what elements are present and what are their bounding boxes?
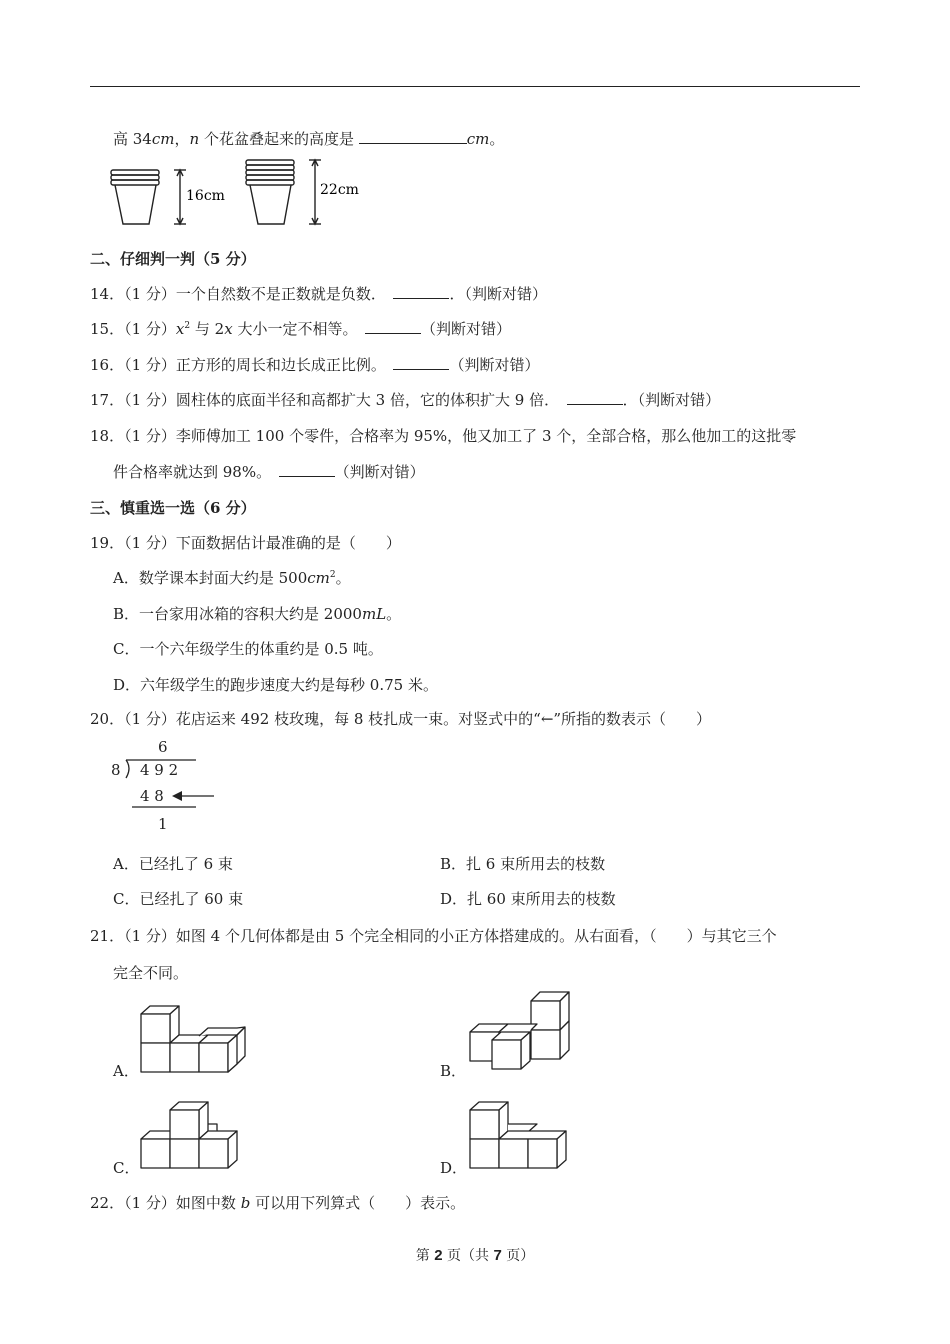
- question-22: 22．（1 分）如图中数 b 可以用下列算式（ ）表示。: [90, 1194, 466, 1212]
- question-21-line2: 完全不同。: [113, 964, 189, 982]
- answer-blank[interactable]: [279, 462, 335, 477]
- answer-blank[interactable]: [359, 129, 467, 144]
- answer-blank[interactable]: [567, 390, 623, 405]
- page-footer: 第 2 页（共 7 页）: [415, 1247, 535, 1264]
- question-18: 18．（1 分）李师傅加工 100 个零件，合格率为 95%，他又加工了 3 个，全部合格，那么他加工的这批零: [90, 427, 797, 445]
- option-d[interactable]: D．六年级学生的跑步速度大约是每秒 0.75 米。: [113, 676, 438, 694]
- option-b[interactable]: B．: [440, 1062, 467, 1080]
- answer-blank[interactable]: [393, 284, 449, 299]
- product: 4 8: [140, 787, 164, 805]
- option-d[interactable]: D．扎 60 束所用去的枝数: [440, 890, 616, 908]
- flower-pots-figure: [108, 158, 368, 230]
- option-b[interactable]: B．一台家用冰箱的容积大约是 2000mL。: [113, 605, 402, 623]
- option-b[interactable]: B．扎 6 束所用去的枝数: [440, 855, 606, 873]
- pot-rim: [111, 180, 159, 185]
- section-title: 二、仔细判一判（5 分）: [90, 250, 256, 268]
- cube-figure-b: [465, 990, 585, 1075]
- dividend: 4 9 2: [140, 761, 179, 779]
- pot-rim: [111, 170, 159, 175]
- question-19: 19．（1 分）下面数据估计最准确的是（ ）: [90, 534, 401, 552]
- option-a[interactable]: A．数学课本封面大约是 $500cm^2$。: [113, 569, 351, 587]
- question-20: 20．（1 分）花店运来 492 枝玫瑰，每 8 枝扎成一束。对竖式中的“←”所指的数表示（ ）: [90, 710, 712, 728]
- q13-tail-text: 高 34cm，n 个花盆叠起来的高度是 cm。: [113, 130, 505, 148]
- dimension-label: 22cm: [320, 182, 359, 198]
- question-17: 17．（1 分）圆柱体的底面半径和高都扩大 3 倍，它的体积扩大 9 倍． ．（判断对错）: [90, 391, 721, 409]
- long-division-figure: [108, 736, 228, 836]
- cube-figure-a: [135, 1000, 255, 1075]
- question-14: 14．（1 分）一个自然数不是正数就是负数． ．（判断对错）: [90, 285, 547, 303]
- remainder: 1: [158, 815, 168, 833]
- divisor: 8: [111, 761, 121, 779]
- answer-blank[interactable]: [365, 319, 421, 334]
- pot-body: [115, 185, 156, 224]
- answer-blank[interactable]: [393, 355, 449, 370]
- section-title: 三、慎重选一选（6 分）: [90, 499, 256, 517]
- option-a[interactable]: A．已经扎了 6 束: [113, 855, 233, 873]
- question-15: 15．（1 分）$x^2$ 与 2x 大小一定不相等。 （判断对错）: [90, 320, 511, 338]
- dimension-label: 16cm: [186, 188, 225, 204]
- division-bracket: [126, 760, 129, 778]
- question-18-line2: 件合格率就达到 98%。 （判断对错）: [113, 463, 425, 481]
- question-16: 16．（1 分）正方形的周长和边长成正比例。 （判断对错）: [90, 356, 540, 374]
- option-c[interactable]: C．: [113, 1159, 140, 1177]
- question-21: 21．（1 分）如图 4 个几何体都是由 5 个完全相同的小正方体搭建成的。从右面看，（ ）与其它三个: [90, 927, 777, 945]
- cube-figure-d: [465, 1100, 585, 1175]
- option-a[interactable]: A．: [113, 1062, 139, 1080]
- option-d[interactable]: D．: [440, 1159, 468, 1177]
- pot-rim: [111, 175, 159, 180]
- quotient: 6: [158, 738, 168, 756]
- option-c[interactable]: C．已经扎了 60 束: [113, 890, 244, 908]
- header-rule: [90, 86, 860, 87]
- cube-figure-c: [135, 1100, 255, 1175]
- option-c[interactable]: C．一个六年级学生的体重约是 0.5 吨。: [113, 640, 383, 658]
